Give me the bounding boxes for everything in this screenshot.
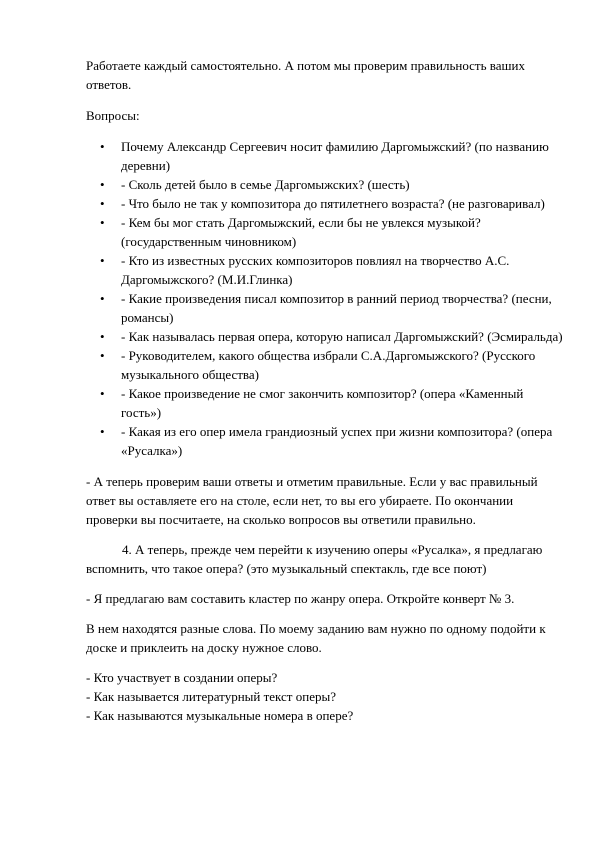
questions-list xyxy=(86,137,566,460)
list-item xyxy=(86,289,566,327)
list-item xyxy=(86,194,566,213)
bullet-icon: • xyxy=(100,215,105,230)
final-question: - Как называются музыкальные номера в опере? xyxy=(86,708,354,723)
list-item xyxy=(86,175,566,194)
list-item xyxy=(86,137,566,175)
question-text: - Кто из известных русских композиторов повлиял на творчество А.С. Даргомыжского? (М.И.Глинка) xyxy=(121,253,510,287)
list-item xyxy=(86,327,566,346)
bullet-icon: • xyxy=(100,291,105,306)
words-paragraph: В нем находятся разные слова. По моему заданию вам нужно по одному подойти к доске и приклеить на доску нужное слово. xyxy=(86,621,546,655)
question-text: - Какое произведение не смог закончить композитор? (опера «Каменный гость») xyxy=(121,386,524,420)
list-item xyxy=(86,213,566,251)
list-item xyxy=(86,384,566,422)
final-questions xyxy=(86,668,566,725)
final-question: - Как называется литературный текст оперы? xyxy=(86,689,336,704)
final-question: - Кто участвует в создании оперы? xyxy=(86,670,278,685)
bullet-icon: • xyxy=(100,177,105,192)
bullet-icon: • xyxy=(100,348,105,363)
intro-paragraph: Работаете каждый самостоятельно. А потом мы проверим правильность ваших ответов. xyxy=(86,58,525,92)
question-text: - Кем бы мог стать Даргомыжский, если бы не увлекся музыкой? (государственным чиновником) xyxy=(121,215,481,249)
cluster-paragraph: - Я предлагаю вам составить кластер по жанру опера. Откройте конверт № 3. xyxy=(86,591,515,606)
bullet-icon: • xyxy=(100,196,105,211)
bullet-icon: • xyxy=(100,329,105,344)
list-item xyxy=(86,346,566,384)
question-text: - Руководителем, какого общества избрали С.А.Даргомыжского? (Русского музыкального общества) xyxy=(121,348,536,382)
bullet-icon: • xyxy=(100,386,105,401)
question-text: - Какая из его опер имела грандиозный успех при жизни композитора? (опера «Русалка») xyxy=(121,424,553,458)
question-text: - Что было не так у композитора до пятилетнего возраста? (не разговаривал) xyxy=(121,196,545,211)
bullet-icon: • xyxy=(100,253,105,268)
list-item xyxy=(86,251,566,289)
question-text: Почему Александр Сергеевич носит фамилию Даргомыжский? (по названию деревни) xyxy=(121,139,549,173)
question-text: - Как называлась первая опера, которую написал Даргомыжский? (Эсмиральда) xyxy=(121,329,563,344)
document-page xyxy=(86,56,566,725)
question-text: - Какие произведения писал композитор в ранний период творчества? (песни, романсы) xyxy=(121,291,552,325)
bullet-icon: • xyxy=(100,139,105,154)
step-4-paragraph: 4. А теперь, прежде чем перейти к изучению оперы «Русалка», я предлагаю вспомнить, что такое опера? (это музыкальный спектакль, где все поют) xyxy=(86,542,543,576)
check-paragraph: - А теперь проверим ваши ответы и отметим правильные. Если у вас правильный ответ вы оставляете его на столе, если нет, то вы его убираете. По окончании проверки вы посчитаете, на сколько вопросов вы ответили правильно. xyxy=(86,474,538,527)
bullet-icon: • xyxy=(100,424,105,439)
list-item xyxy=(86,422,566,460)
questions-heading: Вопросы: xyxy=(86,108,140,123)
question-text: - Сколь детей было в семье Даргомыжских? (шесть) xyxy=(121,177,410,192)
